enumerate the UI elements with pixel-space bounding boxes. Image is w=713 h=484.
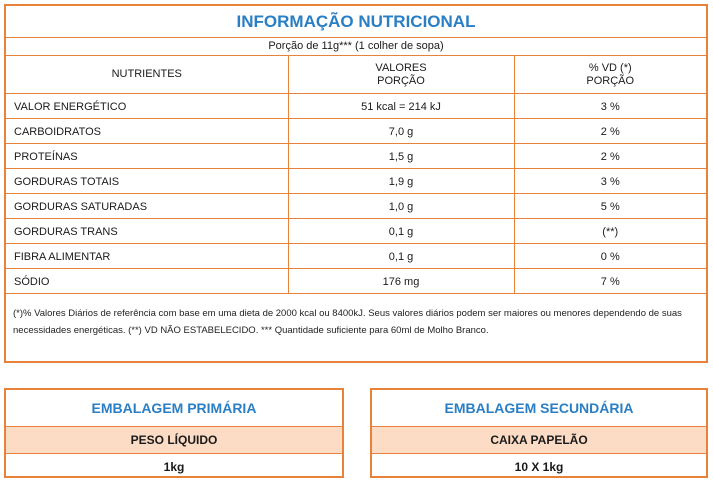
portion-size: Porção de 11g*** (1 colher de sopa) xyxy=(6,38,706,56)
header-row xyxy=(6,56,706,94)
table-row xyxy=(6,169,706,194)
nutrient-vd: 2 % xyxy=(514,119,706,144)
primary-packaging-box xyxy=(4,388,344,478)
nutrient-value: 0,1 g xyxy=(288,244,514,269)
nutrient-value: 51 kcal = 214 kJ xyxy=(288,94,514,119)
carton-box-label: CAIXA PAPELÃO xyxy=(372,427,706,454)
table-row xyxy=(6,194,706,219)
nutrients-grid xyxy=(6,56,706,294)
nutrient-name: GORDURAS TOTAIS xyxy=(6,169,288,194)
nutrient-vd: 2 % xyxy=(514,144,706,169)
nutrient-name: GORDURAS SATURADAS xyxy=(6,194,288,219)
net-weight-value: 1kg xyxy=(163,460,185,474)
nutrient-vd: (**) xyxy=(514,219,706,244)
nutrition-facts-table xyxy=(4,4,708,363)
nutrient-value: 1,9 g xyxy=(288,169,514,194)
header-vd-line1: % VD (*) xyxy=(588,61,632,74)
nutrient-value: 7,0 g xyxy=(288,119,514,144)
secondary-packaging-box xyxy=(370,388,708,478)
table-row xyxy=(6,269,706,294)
nutrient-vd: 3 % xyxy=(514,169,706,194)
header-vd-line2: PORÇÃO xyxy=(586,74,635,87)
nutrition-title: INFORMAÇÃO NUTRICIONAL xyxy=(6,6,706,38)
nutrient-name: FIBRA ALIMENTAR xyxy=(6,244,288,269)
nutrient-value: 1,5 g xyxy=(288,144,514,169)
header-nutrients: NUTRIENTES xyxy=(6,56,288,94)
table-row xyxy=(6,219,706,244)
table-row xyxy=(6,244,706,269)
header-values-line2: PORÇÃO xyxy=(377,74,425,87)
primary-packaging-title: EMBALAGEM PRIMÁRIA xyxy=(6,390,342,427)
nutrient-value: 176 mg xyxy=(288,269,514,294)
nutrient-value: 1,0 g xyxy=(288,194,514,219)
nutrient-vd: 5 % xyxy=(514,194,706,219)
carton-box-value: 10 X 1kg xyxy=(514,460,564,474)
net-weight-label: PESO LÍQUIDO xyxy=(6,427,342,454)
table-row xyxy=(6,119,706,144)
nutrient-vd: 7 % xyxy=(514,269,706,294)
nutrient-name: GORDURAS TRANS xyxy=(6,219,288,244)
nutrient-value: 0,1 g xyxy=(288,219,514,244)
nutrient-name: CARBOIDRATOS xyxy=(6,119,288,144)
table-row xyxy=(6,94,706,119)
nutrient-name: SÓDIO xyxy=(6,269,288,294)
nutrient-vd: 0 % xyxy=(514,244,706,269)
footnote: (*)% Valores Diários de referência com base em uma dieta de 2000 kcal ou 8400kJ. Seus valores diários podem ser maiores ou menores dependendo de suas necessidades energéticas. (**) VD NÃO ESTABELECIDO. *** Quantidade suficiente para 60ml de Molho Branco. xyxy=(13,308,682,336)
nutrient-vd: 3 % xyxy=(514,94,706,119)
table-row xyxy=(6,144,706,169)
header-vd xyxy=(514,56,706,94)
nutrient-name: PROTEÍNAS xyxy=(6,144,288,169)
nutrient-name: VALOR ENERGÉTICO xyxy=(6,94,288,119)
secondary-packaging-title: EMBALAGEM SECUNDÁRIA xyxy=(372,390,706,427)
header-values xyxy=(288,56,514,94)
header-values-line1: VALORES xyxy=(375,61,427,74)
